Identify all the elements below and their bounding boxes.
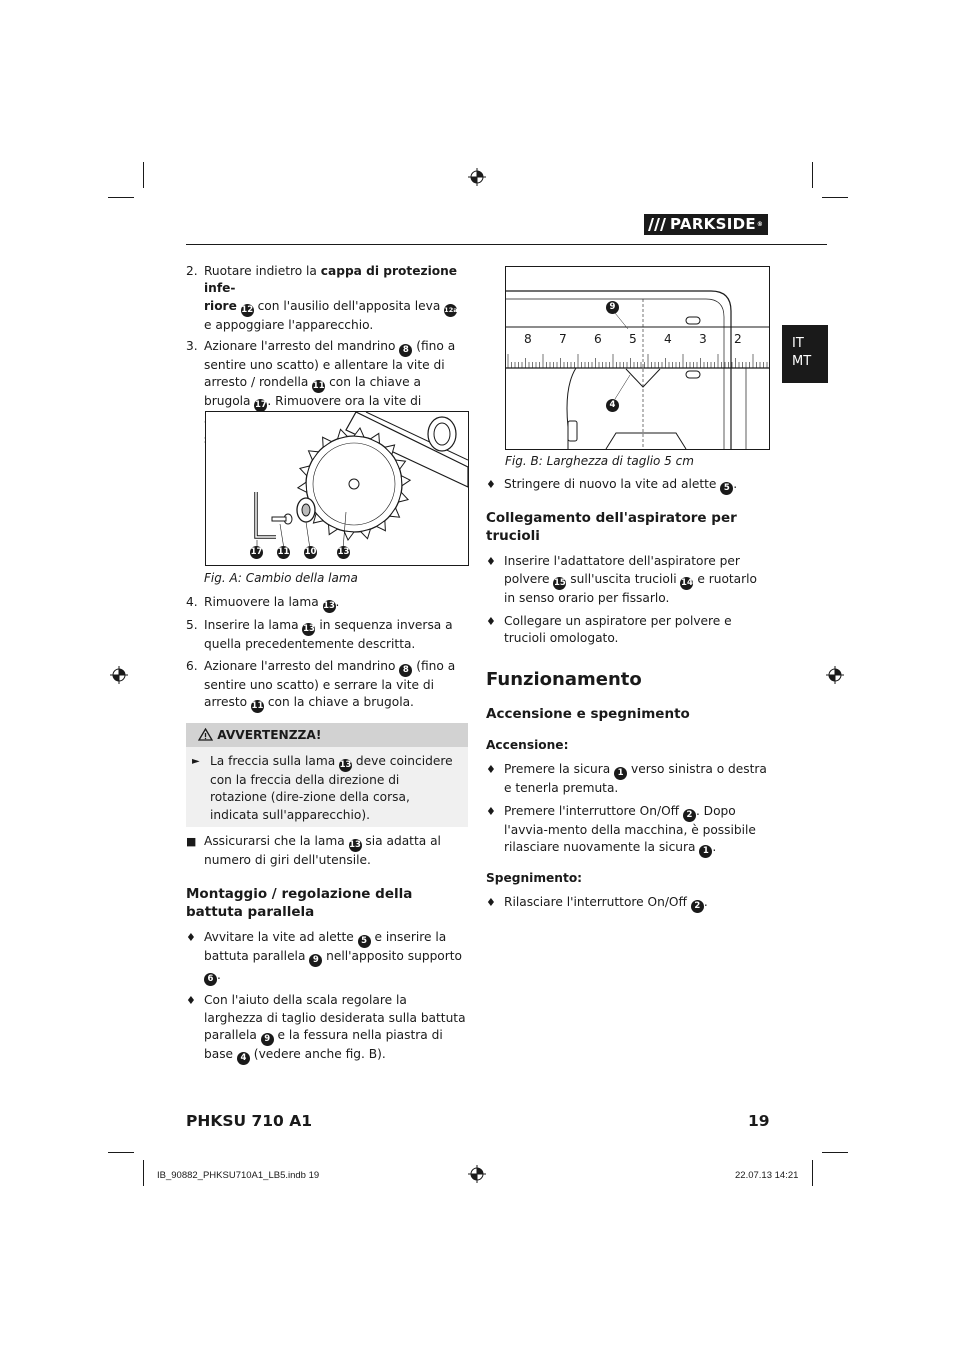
registration-mark-icon — [110, 666, 128, 684]
callout: 12a — [444, 304, 457, 317]
crop-mark — [108, 197, 134, 198]
step-4: 4. Rimuovere la lama 13. — [186, 595, 340, 612]
callout-9: 9 — [606, 301, 619, 314]
logo-slashes-icon — [644, 214, 670, 235]
step-6: 6. Azionare l'arresto del mandrino 8 (fino a sentire uno scatto) e serrare la vite di arresto 11 con la chiave a brugola. — [186, 658, 456, 711]
arrow-marker: ► — [192, 756, 200, 768]
right-column — [486, 453, 768, 919]
square-item: ■ Assicurarsi che la lama 13 sia adatta al numero di giri dell'utensile. — [186, 834, 441, 868]
callout: 6 — [204, 973, 217, 986]
callout-17: 17 — [250, 547, 263, 557]
language-tab-line2: MT — [792, 354, 812, 369]
figure-b-caption: Fig. B: Larghezza di taglio 5 cm — [505, 454, 694, 468]
callout: 11 — [312, 381, 325, 392]
bullet-item: ♦ Stringere di nuovo la vite ad alette 5 . — [486, 477, 738, 494]
scale-label: 5 — [629, 332, 637, 346]
label-switch-on: Accensione: — [486, 738, 569, 753]
callout: 8 — [399, 664, 412, 677]
figure-b-cutting-width — [505, 266, 770, 450]
header-rule — [186, 244, 827, 245]
figure-b-drawing — [506, 267, 769, 449]
crop-mark — [143, 1160, 144, 1186]
scale-label: 6 — [594, 332, 602, 346]
callout: 13 — [339, 760, 352, 771]
registration-mark-icon — [468, 1165, 486, 1183]
registration-mark-icon — [468, 168, 486, 186]
language-tab — [782, 325, 828, 383]
crop-mark — [108, 1152, 134, 1153]
callout: 13 — [323, 601, 335, 612]
callout-10: 10 — [304, 547, 317, 557]
brand-logo — [644, 214, 768, 235]
callout-11: 11 — [277, 547, 290, 557]
section-title-dust-extraction: Collegamento dell'aspiratore per trucioli — [486, 510, 737, 545]
bullet-item: ♦ Rilasciare l'interruttore On/Off 2 . — [486, 894, 708, 911]
left-column-lower — [186, 570, 468, 1071]
callout: 11 — [251, 700, 264, 711]
callout: 5 — [720, 482, 733, 495]
figure-a-drawing — [206, 412, 468, 565]
callout: 17 — [254, 400, 267, 411]
slug-file: IB_90882_PHKSU710A1_LB5.indb 19 — [157, 1170, 320, 1181]
scale-label: 8 — [524, 332, 532, 346]
bullet-item: ♦ Collegare un aspiratore per polvere e trucioli omologato. — [486, 613, 732, 646]
callout: 5 — [358, 935, 371, 948]
bullet-item: ♦ Avvitare la vite ad alette 5 e inserire la battuta parallela 9 nell'apposito supporto 6 . — [186, 930, 463, 985]
brand-registered-mark: ® — [756, 220, 764, 228]
callout: 9 — [309, 954, 322, 967]
callout: 2 — [683, 809, 696, 822]
callout: 1 — [614, 767, 627, 780]
figure-a-blade-change — [205, 411, 469, 566]
callout: 13 — [349, 840, 361, 851]
warning-header — [186, 723, 468, 747]
callout-13: 13 — [337, 547, 350, 557]
footer-model: PHKSU 710 A1 — [186, 1112, 313, 1130]
bullet-item: ♦ Con l'aiuto della scala regolare la larghezza di taglio desiderata sulla battuta parallela 9 e la fessura nella piastra di base 4 (vedere anche fig. B). — [186, 993, 466, 1063]
bullet-item: ♦ Premere l'interruttore On/Off 2 . Dopo l'avvia-mento della macchina, è possibile rilasciare nuovamente la sicura 1 . — [486, 804, 756, 857]
scale-label: 3 — [699, 332, 707, 346]
callout: 4 — [237, 1052, 250, 1065]
language-tab-line1: IT — [792, 336, 804, 351]
page-number: 19 — [748, 1112, 770, 1130]
crop-mark — [822, 1152, 848, 1153]
crop-mark — [812, 1160, 813, 1186]
callout: 15 — [553, 577, 566, 588]
crop-mark — [812, 162, 813, 188]
scale-label: 2 — [734, 332, 742, 346]
brand-name: PARKSIDE — [670, 214, 756, 233]
figure-a-caption: Fig. A: Cambio della lama — [204, 571, 358, 585]
crop-mark — [143, 162, 144, 188]
section-title-parallel-guide: Montaggio / regolazione della battuta parallela — [186, 886, 413, 921]
registration-mark-icon — [826, 666, 844, 684]
bullet-item: ♦ Premere la sicura 1 verso sinistra o destra e tenerla premuta. — [486, 761, 767, 795]
callout: 13 — [303, 624, 315, 635]
callout: 9 — [261, 1033, 274, 1046]
label-switch-off: Spegnimento: — [486, 871, 583, 886]
callout: 8 — [399, 344, 412, 357]
warning-title: AVVERTENZZA! — [217, 727, 322, 742]
crop-mark — [822, 197, 848, 198]
callout: 14 — [681, 577, 693, 588]
step-5: 5. Inserire la lama 13 in sequenza inversa a quella precedentemente descritta. — [186, 618, 453, 652]
ruler-ticks — [508, 354, 769, 368]
callout: 12 — [241, 304, 254, 315]
heading-operation: Funzionamento — [486, 669, 642, 691]
warning-body: ► La freccia sulla lama 13 deve coincidere con la freccia della direzione di rotazione (dire-zione della corsa, indicata sull'apparecchio). — [192, 754, 453, 822]
slug-date: 22.07.13 14:21 — [735, 1170, 799, 1181]
scale-label: 4 — [664, 332, 672, 346]
step-2: 2. Ruotare indietro la cappa di protezione infe- riore 12 con l'ausilio dell'apposita leva 12a e appoggiare l'apparecchio. — [186, 264, 458, 332]
bullet-item: ♦ Inserire l'adattatore dell'aspiratore per polvere 15 sull'uscita trucioli 14 e ruotarlo in senso orario per fissarlo. — [486, 554, 758, 605]
warning-box — [186, 723, 468, 827]
callout-4: 4 — [606, 399, 619, 412]
heading-switch-on-off: Accensione e spegnimento — [486, 706, 690, 723]
step-3: 3. Azionare l'arresto del mandrino 8 (fino a sentire uno scatto) e allentare la vite di arresto / rondella 11 con la chiave a brugola 17. Rimuovere ora la vite di — [186, 338, 468, 450]
callout: 2 — [691, 900, 704, 913]
warning-triangle-icon — [198, 728, 213, 741]
scale-label: 7 — [559, 332, 567, 346]
callout: 1 — [699, 845, 712, 858]
